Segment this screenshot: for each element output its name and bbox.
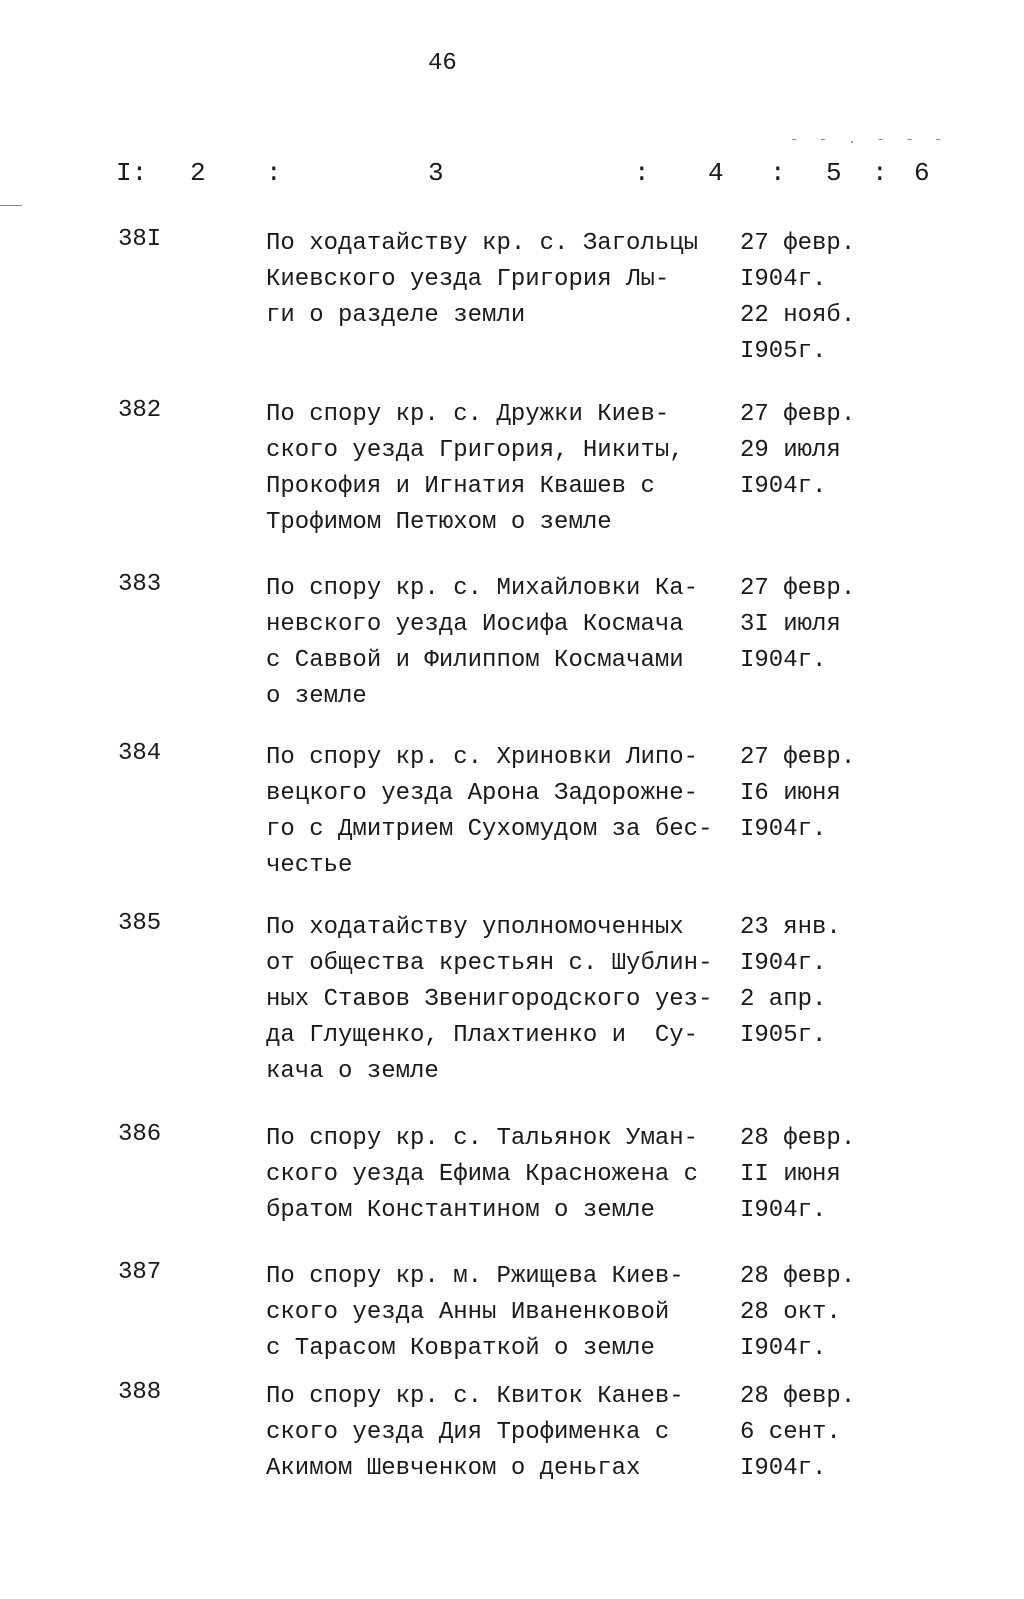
entry-description <box>266 740 736 884</box>
date-line: 2 апр. <box>740 986 827 1013</box>
entry-number: 38I <box>118 226 162 253</box>
date-line: I905г. <box>740 338 827 365</box>
entry-number: 382 <box>118 397 162 424</box>
col-4: 4 <box>708 158 724 188</box>
description-line: ского уезда Анны Иваненковой <box>266 1299 670 1326</box>
entry-description <box>266 910 736 1090</box>
date-line: 28 окт. <box>740 1299 841 1326</box>
col-sep: : <box>634 158 650 188</box>
entry-dates <box>740 1121 855 1229</box>
description-line: честье <box>266 852 353 879</box>
date-line: 6 сент. <box>740 1419 841 1446</box>
description-line: братом Константином о земле <box>266 1197 655 1224</box>
description-line: По спору кр. м. Ржищева Киев- <box>266 1263 684 1290</box>
entry-dates <box>740 1379 855 1487</box>
col-3: 3 <box>428 158 444 188</box>
entry-number: 388 <box>118 1379 162 1406</box>
entry-number: 384 <box>118 740 162 767</box>
description-line: го с Дмитрием Сухомудом за бес- <box>266 816 713 843</box>
page-number: 46 <box>428 50 457 77</box>
entry-dates <box>740 571 855 679</box>
date-line: 27 февр. <box>740 401 856 428</box>
date-line: 22 нояб. <box>740 302 856 329</box>
description-line: ского уезда Григория, Никиты, <box>266 437 684 464</box>
col-sep: : <box>872 158 888 188</box>
description-line: По спору кр. с. Хриновки Липо- <box>266 744 699 771</box>
entry-description <box>266 1379 736 1487</box>
description-line: По ходатайству уполномоченных <box>266 914 684 941</box>
description-line: Прокофия и Игнатия Квашев с <box>266 473 655 500</box>
col-6: 6 <box>914 158 930 188</box>
date-line: I904г. <box>740 1197 827 1224</box>
description-line: с Саввой и Филиппом Космачами <box>266 647 684 674</box>
description-line: Киевского уезда Григория Лы- <box>266 266 670 293</box>
col-2: 2 <box>190 158 206 188</box>
description-line: По спору кр. с. Дружки Киев- <box>266 401 670 428</box>
description-line: ных Ставов Звенигородского уез- <box>266 986 713 1013</box>
entry-description <box>266 1259 736 1367</box>
col-5: 5 <box>826 158 842 188</box>
col-1: I: <box>116 158 148 188</box>
description-line: По спору кр. с. Квиток Канев- <box>266 1383 684 1410</box>
entry-description <box>266 1121 736 1229</box>
description-line: вецкого уезда Арона Задорожне- <box>266 780 699 807</box>
date-line: I6 июня <box>740 780 841 807</box>
date-line: I904г. <box>740 266 827 293</box>
date-line: 28 февр. <box>740 1263 856 1290</box>
margin-rule <box>0 205 22 206</box>
description-line: По спору кр. с. Михайловки Ка- <box>266 575 699 602</box>
date-line: I904г. <box>740 816 827 843</box>
date-line: I904г. <box>740 1335 827 1362</box>
date-line: 27 февр. <box>740 744 856 771</box>
date-line: I905г. <box>740 1022 827 1049</box>
entry-number: 387 <box>118 1259 162 1286</box>
entry-number: 385 <box>118 910 162 937</box>
description-line: ского уезда Дия Трофименка с <box>266 1419 670 1446</box>
entry-dates <box>740 226 855 370</box>
entry-dates <box>740 397 855 505</box>
description-line: Акимом Шевченком о деньгах <box>266 1455 641 1482</box>
date-line: 28 февр. <box>740 1383 856 1410</box>
description-line: кача о земле <box>266 1058 439 1085</box>
description-line: Трофимом Петюхом о земле <box>266 509 612 536</box>
description-line: с Тарасом Ковраткой о земле <box>266 1335 655 1362</box>
description-line: По спору кр. с. Тальянок Уман- <box>266 1125 699 1152</box>
entry-dates <box>740 740 855 848</box>
description-line: да Глущенко, Плахтиенко и Су- <box>266 1022 699 1049</box>
date-line: I904г. <box>740 950 827 977</box>
description-line: ского уезда Ефима Красножена с <box>266 1161 699 1188</box>
description-line: По ходатайству кр. с. Загольцы <box>266 230 699 257</box>
date-line: 27 февр. <box>740 575 856 602</box>
entry-description <box>266 571 736 715</box>
entry-number: 383 <box>118 571 162 598</box>
date-line: 29 июля <box>740 437 841 464</box>
date-line: II июня <box>740 1161 841 1188</box>
date-line: 27 февр. <box>740 230 856 257</box>
date-line: I904г. <box>740 1455 827 1482</box>
entry-dates <box>740 1259 855 1367</box>
col-sep: : <box>266 158 282 188</box>
description-line: от общества крестьян с. Шублин- <box>266 950 713 977</box>
date-line: 3I июля <box>740 611 841 638</box>
entry-description <box>266 226 736 334</box>
date-line: I904г. <box>740 473 827 500</box>
description-line: невского уезда Иосифа Космача <box>266 611 684 638</box>
entry-description <box>266 397 736 541</box>
description-line: ги о разделе земли <box>266 302 526 329</box>
entry-dates <box>740 910 841 1054</box>
entry-number: 386 <box>118 1121 162 1148</box>
description-line: о земле <box>266 683 367 710</box>
scan-mark: - - . - - - <box>790 132 949 148</box>
date-line: I904г. <box>740 647 827 674</box>
date-line: 28 февр. <box>740 1125 856 1152</box>
date-line: 23 янв. <box>740 914 841 941</box>
col-sep: : <box>770 158 786 188</box>
